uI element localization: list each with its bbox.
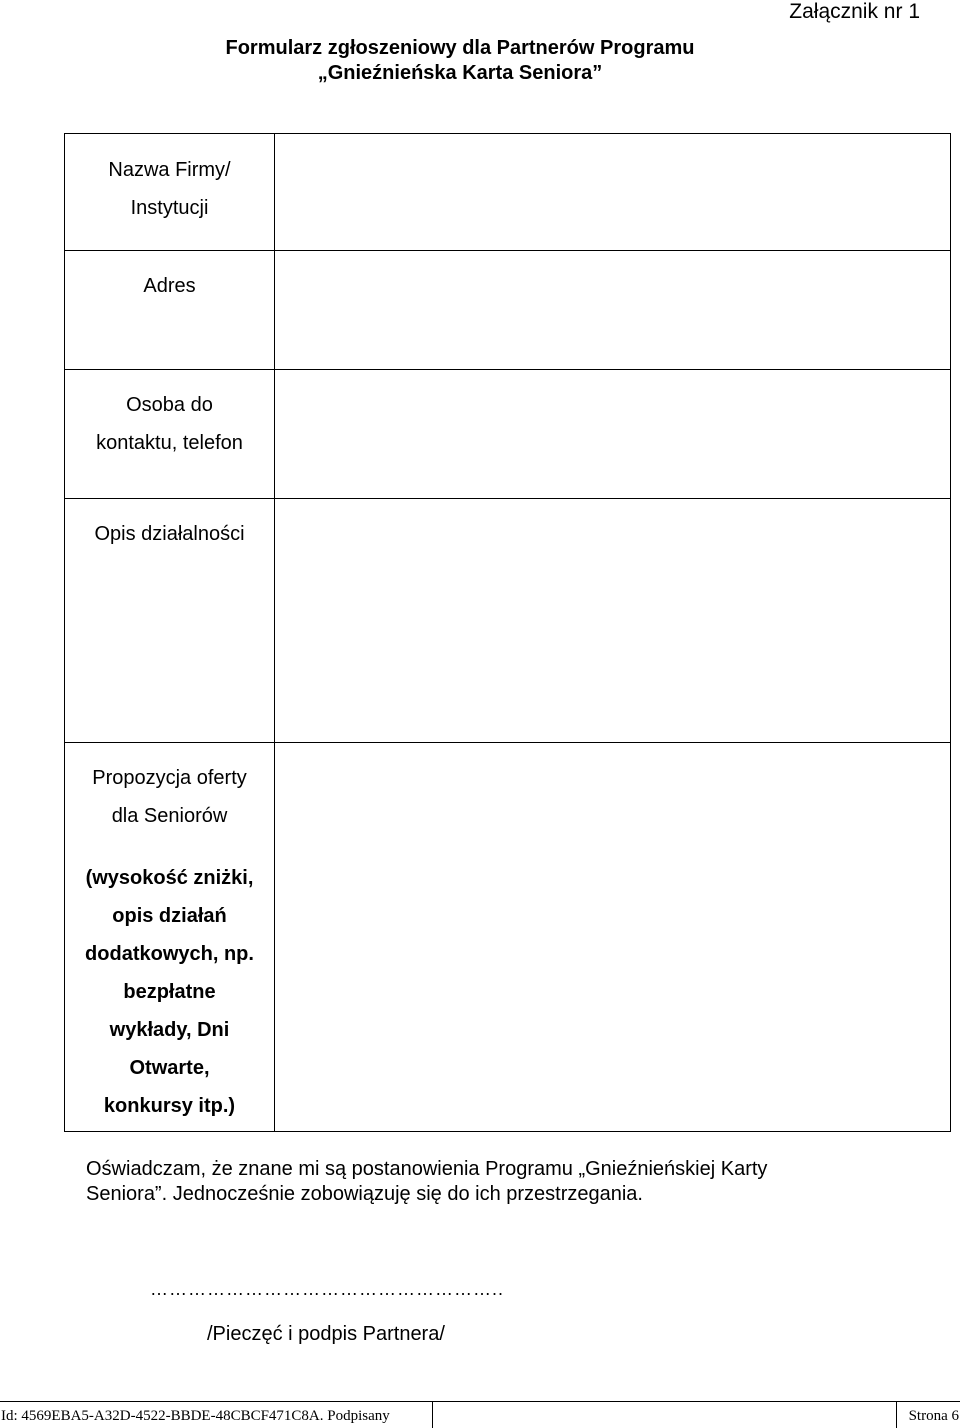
activity-field[interactable] xyxy=(275,499,950,742)
offer-field[interactable] xyxy=(275,743,950,1131)
title-line-1: Formularz zgłoszeniowy dla Partnerów Programu xyxy=(225,37,695,59)
partner-form-table xyxy=(64,133,951,1132)
document-id: Id: 4569EBA5-A32D-4522-BBDE-48CBCF471C8A. Podpisany xyxy=(1,1408,390,1424)
footer-divider xyxy=(896,1402,897,1428)
declaration-line-1: Oświadczam, że znane mi są postanowienia Programu „Gnieźnieńskiej Karty xyxy=(86,1158,768,1180)
offer-note-line: opis działań xyxy=(112,905,227,927)
title-line-2: „Gnieźnieńska Karta Seniora” xyxy=(317,62,603,84)
signature-label: /Pieczęć i podpis Partnera/ xyxy=(207,1323,445,1345)
page-number: Strona 6 xyxy=(908,1408,959,1424)
address-field[interactable] xyxy=(275,251,950,369)
form-title xyxy=(200,36,720,86)
row-offer xyxy=(65,743,950,1131)
contact-label xyxy=(65,370,275,498)
activity-label xyxy=(65,499,275,742)
offer-note-line: bezpłatne xyxy=(123,981,216,1003)
signature-line: ……………………………………………….. xyxy=(150,1279,505,1299)
label-line: Instytucji xyxy=(130,197,209,219)
address-label xyxy=(65,251,275,369)
row-activity xyxy=(65,499,950,743)
offer-note-line: wykłady, Dni xyxy=(109,1019,230,1041)
offer-note-line: konkursy itp.) xyxy=(103,1095,236,1117)
company-name-label xyxy=(65,134,275,250)
label-line: dla Seniorów xyxy=(111,805,228,827)
label-line: Propozycja oferty xyxy=(92,767,247,789)
offer-note-line: (wysokość zniżki, xyxy=(85,867,254,889)
row-company-name xyxy=(65,134,950,251)
row-address xyxy=(65,251,950,370)
offer-note-line: dodatkowych, np. xyxy=(85,943,254,965)
row-contact xyxy=(65,370,950,499)
label-line: kontaktu, telefon xyxy=(96,432,243,454)
declaration-line-2: Seniora”. Jednocześnie zobowiązuję się do ich przestrzegania. xyxy=(86,1183,643,1205)
label-line: Nazwa Firmy/ xyxy=(108,159,231,181)
label-line: Adres xyxy=(143,275,196,297)
declaration-text xyxy=(86,1157,886,1207)
footer-divider xyxy=(432,1402,433,1428)
offer-label xyxy=(65,743,275,1131)
label-line: Osoba do xyxy=(126,394,213,416)
offer-note-line: Otwarte, xyxy=(129,1057,210,1079)
company-name-field[interactable] xyxy=(275,134,950,250)
label-line: Opis działalności xyxy=(94,523,245,545)
annex-label: Załącznik nr 1 xyxy=(789,0,920,23)
contact-field[interactable] xyxy=(275,370,950,498)
document-footer xyxy=(0,1401,960,1428)
